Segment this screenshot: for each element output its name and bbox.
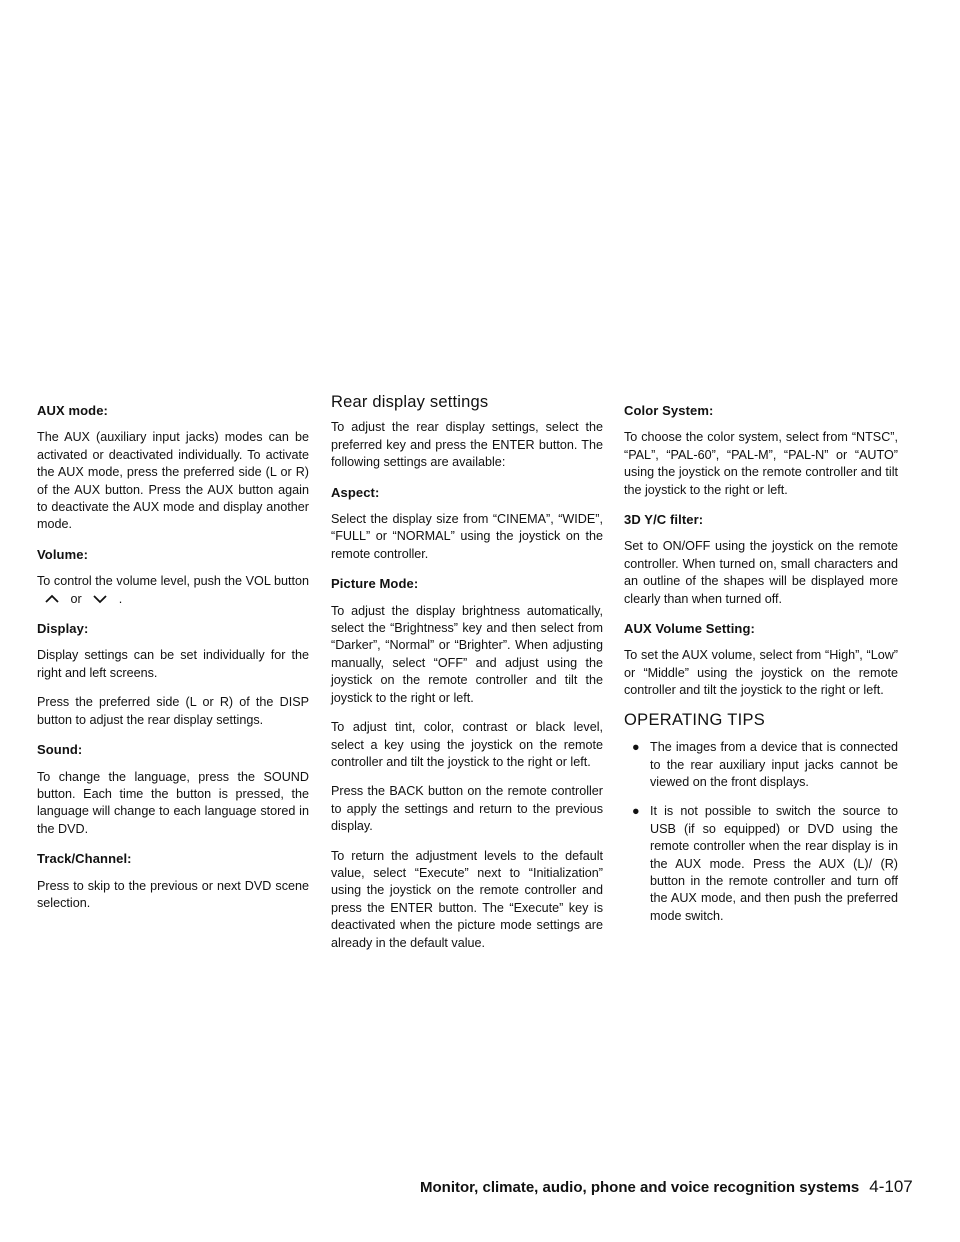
- column-right: [624, 402, 898, 937]
- track-text: Press to skip to the previous or next DVD scene selection.: [37, 878, 309, 910]
- yc-filter-heading: 3D Y/C filter:: [624, 512, 704, 528]
- rear-display-intro: To adjust the rear display settings, select the preferred key and press the ENTER button. The following settings are available:: [331, 420, 603, 470]
- volume-heading: Volume:: [37, 546, 89, 562]
- chapter-title: Monitor, climate, audio, phone and voice recognition systems: [420, 1179, 860, 1196]
- tip-text: It is not possible to switch the source to USB (if so equipped) or DVD using the remote controller when the rear display is in the AUX mode. Press the AUX (L)/ (R) button in the remote controller and turn off the AUX mode, and then push the preferred mode switch.: [650, 804, 898, 923]
- aspect-heading: Aspect:: [331, 484, 380, 500]
- tip-text: The images from a device that is connected to the rear auxiliary input jacks cannot be viewed on the front displays.: [650, 740, 898, 789]
- column-left: [37, 402, 309, 924]
- display-heading: Display:: [37, 621, 89, 637]
- aux-mode-text: The AUX (auxiliary input jacks) modes can be activated or deactivated individually. To activate the AUX mode, press the preferred side (L or R) of the AUX button. Press the AUX button again to deactivate the AUX mode and display another mode.: [37, 430, 309, 532]
- volume-text-or: or: [70, 591, 82, 606]
- aux-volume-heading: AUX Volume Setting:: [624, 621, 755, 637]
- bullet-icon: ●: [632, 740, 640, 755]
- track-heading: Track/Channel:: [37, 851, 132, 867]
- chevron-down-icon: [85, 593, 115, 605]
- aux-volume-text: To set the AUX volume, select from “High”, “Low” or “Middle” using the joystick on the remote controller and tilt the joystick to the right or left.: [624, 648, 898, 698]
- chevron-up-icon: [37, 593, 67, 605]
- picture-mode-text-1: To adjust the display brightness automatically, select the “Brightness” key and then select from “Darker”, “Normal” or “Brighter”. When adjusting manually, select “OFF” and adjust using the joystick on the remote controller and tilt the joystick to the right or left.: [331, 603, 603, 705]
- picture-mode-heading: Picture Mode:: [331, 576, 419, 592]
- volume-text: [37, 573, 309, 608]
- volume-text-a: To control the volume level, push the VOL button: [37, 574, 309, 589]
- page-footer: [420, 1177, 928, 1197]
- column-middle: [331, 393, 603, 964]
- aux-mode-heading: AUX mode:: [37, 403, 108, 418]
- operating-tips-list: [624, 739, 898, 925]
- sound-text: To change the language, press the SOUND button. Each time the button is pressed, the language will change to each language stored in the DVD.: [37, 769, 309, 836]
- bullet-icon: ●: [632, 804, 640, 819]
- yc-filter-text: Set to ON/OFF using the joystick on the remote controller. When turned on, small characters and an outline of the shapes will be displayed more clearly than when turned off.: [624, 539, 898, 606]
- sound-heading: Sound:: [37, 742, 83, 758]
- aspect-text: Select the display size from “CINEMA”, “WIDE”, “FULL” or “NORMAL” using the joystick on the remote controller.: [331, 512, 603, 561]
- color-system-heading: Color System:: [624, 403, 714, 418]
- color-system-text: To choose the color system, select from “NTSC”, “PAL”, “PAL-60”, “PAL-M”, “PAL-N” or “AUTO” using the joystick on the remote controller and tilt the joystick to the right or left.: [624, 430, 898, 497]
- page-number: 4-107: [869, 1177, 913, 1196]
- picture-mode-text-4: To return the adjustment levels to the default value, select “Execute” next to “Initialization” using the joystick on the remote controller and press the ENTER button. The “Execute” key is deactivated when the picture mode settings are already in the default value.: [331, 848, 603, 950]
- display-text-2: Press the preferred side (L or R) of the DISP button to adjust the rear display settings.: [37, 695, 309, 727]
- volume-text-end: .: [118, 591, 123, 606]
- list-item: [624, 739, 898, 791]
- picture-mode-text-3: Press the BACK button on the remote controller to apply the settings and return to the previous display.: [331, 784, 603, 834]
- operating-tips-heading: OPERATING TIPS: [624, 710, 766, 729]
- display-text-1: Display settings can be set individually for the right and left screens.: [37, 648, 309, 680]
- list-item: [624, 803, 898, 925]
- picture-mode-text-2: To adjust tint, color, contrast or black level, select a key using the joystick on the remote controller and tilt the joystick to the right or left.: [331, 720, 603, 769]
- rear-display-settings-title: Rear display settings: [331, 393, 489, 411]
